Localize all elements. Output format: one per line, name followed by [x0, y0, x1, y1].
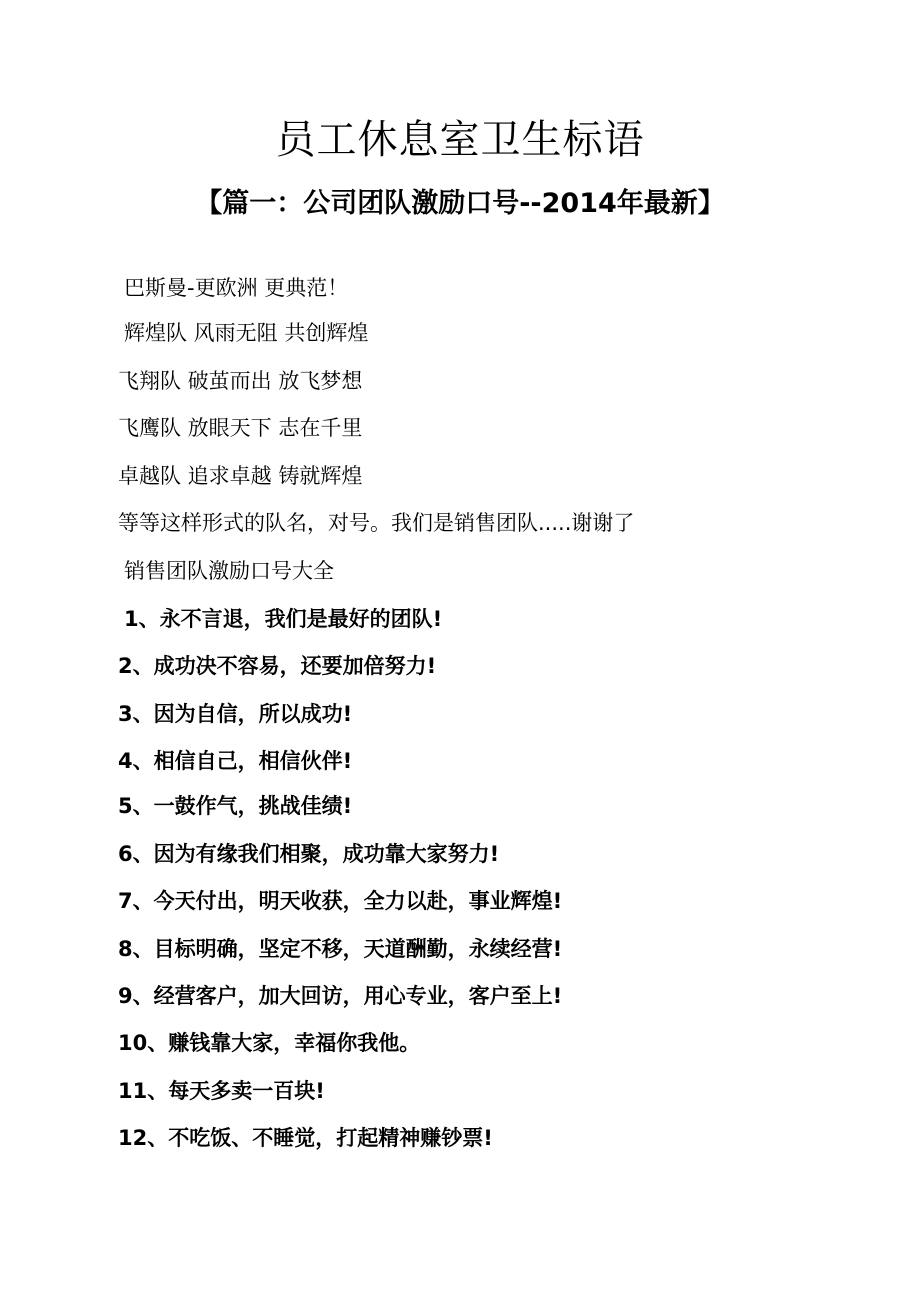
slogan-item — [118, 934, 562, 964]
slogan-item — [118, 651, 436, 681]
slogan-text: 、不吃饭、不睡觉，打起精神赚钞票! — [147, 1126, 493, 1150]
slogan-text: 、每天多卖一百块! — [147, 1079, 325, 1103]
slogan-item — [118, 886, 562, 916]
slogan-item — [118, 1076, 325, 1106]
slogan-text: 、相信自己，相信伙伴! — [132, 749, 353, 773]
slogan-number: 9 — [118, 984, 133, 1008]
intro-line-3: 飞翔队 破茧而出 放飞梦想 — [118, 369, 363, 393]
slogan-text: 、因为有缘我们相聚，成功靠大家努力! — [132, 842, 500, 866]
slogan-item — [118, 699, 352, 729]
slogan-number: 12 — [118, 1126, 148, 1150]
slogan-item — [118, 746, 352, 776]
slogan-number: 11 — [118, 1079, 148, 1103]
slogan-text: 、今天付出，明天收获，全力以赴，事业辉煌! — [132, 889, 563, 913]
intro-line-2: 辉煌队 风雨无阻 共创辉煌 — [124, 321, 369, 345]
intro-line-5: 卓越队 追求卓越 铸就辉煌 — [118, 464, 363, 488]
slogan-text: 、目标明确，坚定不移，天道酬勤，永续经营! — [132, 937, 563, 961]
slogan-number: 7 — [118, 889, 133, 913]
slogan-number: 4 — [118, 749, 133, 773]
document-subtitle: 【篇一：公司团队激励口号--2014年最新】 — [195, 188, 725, 219]
slogan-item — [118, 791, 352, 821]
slogan-text: 、因为自信，所以成功! — [132, 702, 353, 726]
intro-line-7: 销售团队激励口号大全 — [124, 559, 334, 583]
intro-line-1: 巴斯曼-更欧洲 更典范！ — [124, 276, 349, 300]
slogan-number: 1 — [124, 607, 139, 631]
slogan-item — [124, 604, 442, 634]
slogan-text: 、经营客户，加大回访，用心专业，客户至上! — [132, 984, 563, 1008]
intro-line-4: 飞鹰队 放眼天下 志在千里 — [118, 416, 363, 440]
slogan-item — [118, 839, 499, 869]
slogan-number: 5 — [118, 794, 133, 818]
slogan-number: 10 — [118, 1031, 148, 1055]
slogan-text: 、赚钱靠大家，幸福你我他。 — [147, 1031, 421, 1055]
slogan-item — [118, 1028, 420, 1058]
intro-line-6: 等等这样形式的队名，对号。我们是销售团队.....谢谢了 — [118, 511, 635, 535]
slogan-item — [118, 1123, 493, 1153]
slogan-text: 、一鼓作气，挑战佳绩! — [132, 794, 353, 818]
slogan-number: 2 — [118, 654, 133, 678]
slogan-number: 8 — [118, 937, 133, 961]
slogan-number: 3 — [118, 702, 133, 726]
slogan-text: 、永不言退，我们是最好的团队! — [138, 607, 443, 631]
slogan-number: 6 — [118, 842, 133, 866]
slogan-item — [118, 981, 562, 1011]
slogan-text: 、成功决不容易，还要加倍努力! — [132, 654, 437, 678]
document-title: 员工休息室卫生标语 — [275, 117, 645, 163]
